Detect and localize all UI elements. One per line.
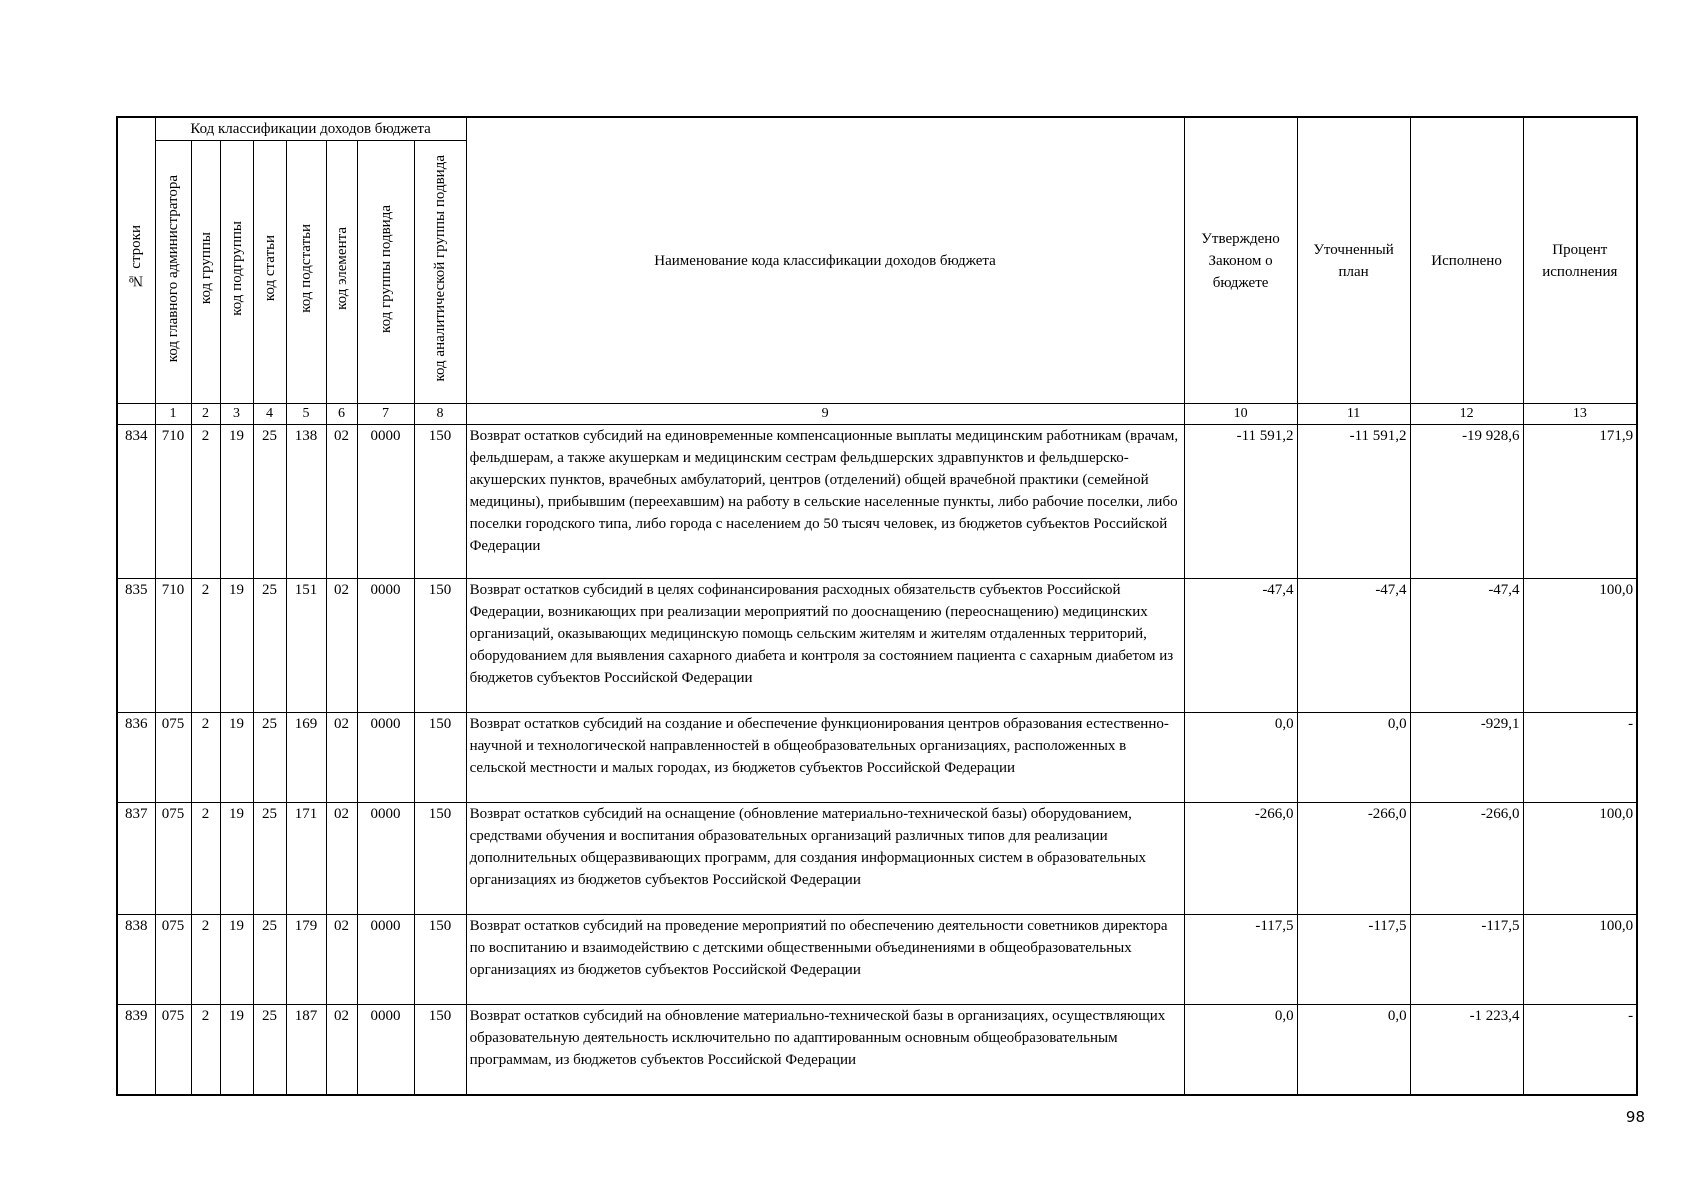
refined-cell: -266,0 (1297, 803, 1410, 915)
header-row-number-label: № строки (128, 225, 145, 289)
name-cell: Возврат остатков субсидий на обновление материально-технической базы в организациях, осуществляющих образовательную деятельность исключительно по адаптированным основным общеобразовательным программам, из бюджетов субъектов Российской Федерации (466, 1005, 1184, 1095)
executed-cell: -117,5 (1410, 915, 1523, 1005)
table-row (117, 425, 1637, 579)
approved-cell: 0,0 (1184, 713, 1297, 803)
code-subtype-group-cell: 0000 (357, 579, 414, 713)
code-element-cell: 02 (326, 915, 357, 1005)
column-number: 7 (357, 404, 414, 425)
code-subarticle-cell: 187 (286, 1005, 326, 1095)
executed-cell: -47,4 (1410, 579, 1523, 713)
column-number: 2 (191, 404, 220, 425)
header-refined-plan: Уточненный план (1297, 117, 1410, 404)
approved-cell: -11 591,2 (1184, 425, 1297, 579)
table-header (117, 117, 1637, 425)
header-executed: Исполнено (1410, 117, 1523, 404)
percent-cell: - (1523, 713, 1637, 803)
code-group-cell: 2 (191, 713, 220, 803)
row-number-cell: 836 (117, 713, 155, 803)
code-subtype-group-cell: 0000 (357, 803, 414, 915)
page-number: 98 (1625, 1108, 1645, 1126)
percent-cell: - (1523, 1005, 1637, 1095)
percent-cell: 171,9 (1523, 425, 1637, 579)
code-subtype-group-cell: 0000 (357, 425, 414, 579)
code-admin-cell: 075 (155, 803, 191, 915)
code-admin-cell: 710 (155, 579, 191, 713)
refined-cell: 0,0 (1297, 1005, 1410, 1095)
code-article-cell: 25 (253, 713, 286, 803)
name-cell: Возврат остатков субсидий на проведение мероприятий по обеспечению деятельности советников директора по воспитанию и взаимодействию с детскими общественными объединениями в общеобразовательных организациях из бюджетов субъектов Российской Федерации (466, 915, 1184, 1005)
table-body (117, 425, 1637, 1095)
code-subarticle-cell: 138 (286, 425, 326, 579)
name-cell: Возврат остатков субсидий на оснащение (обновление материально-технической базы) оборудованием, средствами обучения и воспитания образовательных организаций различных типов для реализации дополнительных общеразвивающих программ, для создания информационных систем в образовательных организациях из бюджетов субъектов Российской Федерации (466, 803, 1184, 915)
approved-cell: -47,4 (1184, 579, 1297, 713)
column-number: 4 (253, 404, 286, 425)
code-element-cell: 02 (326, 579, 357, 713)
code-article-cell: 25 (253, 425, 286, 579)
code-element-cell: 02 (326, 713, 357, 803)
code-subarticle-cell: 171 (286, 803, 326, 915)
header-code-analytic-group: код аналитической группы подвида (414, 141, 466, 404)
code-admin-cell: 075 (155, 713, 191, 803)
executed-cell: -1 223,4 (1410, 1005, 1523, 1095)
code-group-cell: 2 (191, 579, 220, 713)
column-number: 1 (155, 404, 191, 425)
column-number: 5 (286, 404, 326, 425)
column-number-row (117, 404, 1637, 425)
executed-cell: -266,0 (1410, 803, 1523, 915)
table-row (117, 803, 1637, 915)
executed-cell: -929,1 (1410, 713, 1523, 803)
column-number: 3 (220, 404, 253, 425)
code-subgroup-cell: 19 (220, 1005, 253, 1095)
refined-cell: -47,4 (1297, 579, 1410, 713)
percent-cell: 100,0 (1523, 579, 1637, 713)
code-analytic-group-cell: 150 (414, 803, 466, 915)
code-subarticle-cell: 151 (286, 579, 326, 713)
executed-cell: -19 928,6 (1410, 425, 1523, 579)
code-subgroup-cell: 19 (220, 803, 253, 915)
column-number (117, 404, 155, 425)
column-number: 8 (414, 404, 466, 425)
code-article-cell: 25 (253, 803, 286, 915)
budget-income-table (116, 116, 1638, 1096)
table-row (117, 1005, 1637, 1095)
name-cell: Возврат остатков субсидий в целях софинансирования расходных обязательств субъектов Российской Федерации, возникающих при реализации мероприятий по дооснащению (переоснащению) медицинских организаций, оказывающих медицинскую помощь сельским жителям и жителям отдаленных территорий, оборудованием для выявления сахарного диабета и контроля за состоянием пациента с сахарным диабетом из бюджетов субъектов Российской Федерации (466, 579, 1184, 713)
name-cell: Возврат остатков субсидий на создание и обеспечение функционирования центров образования естественно-научной и технологической направленностей в общеобразовательных организациях, расположенных в сельской местности и малых городах, из бюджетов субъектов Российской Федерации (466, 713, 1184, 803)
row-number-cell: 834 (117, 425, 155, 579)
header-classification-group: Код классификации доходов бюджета (155, 117, 466, 141)
approved-cell: -117,5 (1184, 915, 1297, 1005)
code-subarticle-cell: 179 (286, 915, 326, 1005)
header-code-admin: код главного администратора (155, 141, 191, 404)
column-number: 6 (326, 404, 357, 425)
code-article-cell: 25 (253, 579, 286, 713)
row-number-cell: 839 (117, 1005, 155, 1095)
column-number: 11 (1297, 404, 1410, 425)
code-subgroup-cell: 19 (220, 579, 253, 713)
header-code-subarticle: код подстатьи (286, 141, 326, 404)
header-row-number (117, 117, 155, 404)
name-cell: Возврат остатков субсидий на единовременные компенсационные выплаты медицинским работникам (врачам, фельдшерам, а также акушеркам и медицинским сестрам фельдшерских здравпунктов и фельдшерско-акушерских пунктов, врачебных амбулаторий, центров (отделений) общей врачебной практики (семейной медицины), прибывшим (переехавшим) на работу в сельские населенные пункты, либо рабочие поселки, либо поселки городского типа, либо города с населением до 50 тысяч человек, из бюджетов субъектов Российской Федерации (466, 425, 1184, 579)
table-row (117, 713, 1637, 803)
percent-cell: 100,0 (1523, 915, 1637, 1005)
approved-cell: 0,0 (1184, 1005, 1297, 1095)
code-subarticle-cell: 169 (286, 713, 326, 803)
header-code-element: код элемента (326, 141, 357, 404)
header-code-article: код статьи (253, 141, 286, 404)
code-article-cell: 25 (253, 1005, 286, 1095)
code-subgroup-cell: 19 (220, 915, 253, 1005)
code-analytic-group-cell: 150 (414, 915, 466, 1005)
refined-cell: -117,5 (1297, 915, 1410, 1005)
refined-cell: 0,0 (1297, 713, 1410, 803)
column-number: 13 (1523, 404, 1637, 425)
header-code-subgroup: код подгруппы (220, 141, 253, 404)
code-analytic-group-cell: 150 (414, 579, 466, 713)
code-admin-cell: 075 (155, 915, 191, 1005)
refined-cell: -11 591,2 (1297, 425, 1410, 579)
column-number: 12 (1410, 404, 1523, 425)
code-subgroup-cell: 19 (220, 425, 253, 579)
code-group-cell: 2 (191, 915, 220, 1005)
code-group-cell: 2 (191, 1005, 220, 1095)
code-article-cell: 25 (253, 915, 286, 1005)
code-analytic-group-cell: 150 (414, 1005, 466, 1095)
column-number: 9 (466, 404, 1184, 425)
code-subtype-group-cell: 0000 (357, 915, 414, 1005)
code-group-cell: 2 (191, 425, 220, 579)
code-analytic-group-cell: 150 (414, 713, 466, 803)
code-subgroup-cell: 19 (220, 713, 253, 803)
header-name: Наименование кода классификации доходов бюджета (466, 117, 1184, 404)
column-number: 10 (1184, 404, 1297, 425)
row-number-cell: 838 (117, 915, 155, 1005)
code-subtype-group-cell: 0000 (357, 713, 414, 803)
table-row (117, 579, 1637, 713)
code-element-cell: 02 (326, 1005, 357, 1095)
header-code-group: код группы (191, 141, 220, 404)
table-row (117, 915, 1637, 1005)
code-element-cell: 02 (326, 803, 357, 915)
code-admin-cell: 710 (155, 425, 191, 579)
header-percent: Процент исполнения (1523, 117, 1637, 404)
approved-cell: -266,0 (1184, 803, 1297, 915)
code-group-cell: 2 (191, 803, 220, 915)
header-code-subtype-group: код группы подвида (357, 141, 414, 404)
percent-cell: 100,0 (1523, 803, 1637, 915)
row-number-cell: 835 (117, 579, 155, 713)
code-admin-cell: 075 (155, 1005, 191, 1095)
row-number-cell: 837 (117, 803, 155, 915)
code-subtype-group-cell: 0000 (357, 1005, 414, 1095)
code-analytic-group-cell: 150 (414, 425, 466, 579)
header-approved: Утверждено Законом о бюджете (1184, 117, 1297, 404)
code-element-cell: 02 (326, 425, 357, 579)
